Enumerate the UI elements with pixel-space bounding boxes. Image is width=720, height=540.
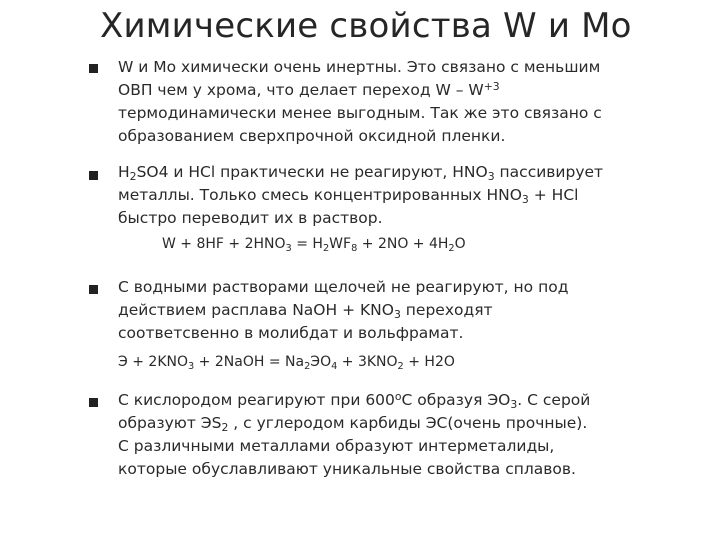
bullet-3-line-2: действием расплава NaOH + $KNO_3$ переходят bbox=[118, 301, 493, 321]
bullet-3-text bbox=[118, 276, 678, 345]
bullet-2-line-2: металлы. Только смесь концентрированных $HNO_3$ + HCl bbox=[118, 186, 579, 206]
bullet-1-text bbox=[118, 56, 678, 148]
bullet-4-text bbox=[118, 389, 678, 481]
bullet-square-icon bbox=[89, 64, 98, 73]
bullet-3-line-1: С водными растворами щелочей не реагируют, но под bbox=[118, 278, 569, 296]
bullet-square-icon bbox=[89, 398, 98, 407]
bullet-4-line-2: образуют $ЭS_2$ , с углеродом карбиды ЭС(очень прочные). bbox=[118, 414, 588, 434]
bullet-2-text bbox=[118, 161, 678, 230]
bullet-4-line-1: С кислородом реагируют при 600$^o$С образуя $ЭО_3$. С серой bbox=[118, 390, 591, 411]
bullet-2-line-1: $H_2SO4$ и HCl практически не реагируют, $HNO_3$ пассивирует bbox=[118, 163, 604, 183]
bullet-4-line-4: которые обуславливают уникальные свойства сплавов. bbox=[118, 460, 576, 478]
equation-2: $Э + 2KNO_3$ + 2NaOH = $Na_2ЭO_4 + 3KNO_2 + H2O$ bbox=[118, 354, 455, 372]
slide-title: Химические свойства W и Mo bbox=[100, 6, 632, 46]
bullet-square-icon bbox=[89, 285, 98, 294]
bullet-square-icon bbox=[89, 171, 98, 180]
bullet-1-line-1: W и Mo химически очень инертны. Это связано с меньшим bbox=[118, 58, 601, 76]
bullet-1-line-4: образованием сверхпрочной оксидной пленки. bbox=[118, 127, 506, 145]
bullet-1-line-2: ОВП чем у хрома, что делает переход W – $W^{+3}$ bbox=[118, 80, 500, 99]
bullet-3-line-3: соответсвенно в молибдат и вольфрамат. bbox=[118, 324, 464, 342]
bullet-2-line-3: быстро переводит их в раствор. bbox=[118, 209, 383, 227]
bullet-4-line-3: С различными металлами образуют интерметалиды, bbox=[118, 437, 555, 455]
equation-1: $W + 8HF + 2HNO_3 = H_2WF_8 + 2NO + 4H_2O$ bbox=[162, 236, 466, 254]
bullet-1-line-3: термодинамически менее выгодным. Так же это связано с bbox=[118, 104, 602, 122]
